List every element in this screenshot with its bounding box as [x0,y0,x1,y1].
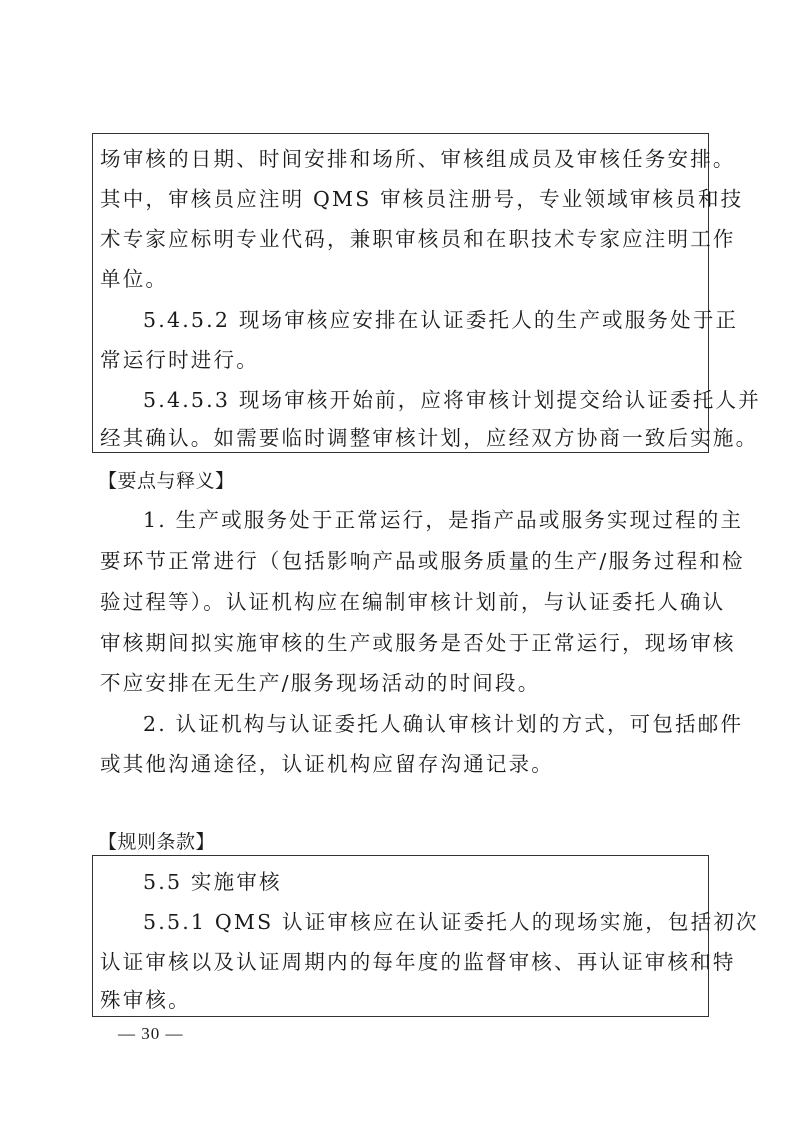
clause-text-line: 经其确认。如需要临时调整审核计划，应经双方协商一致后实施。 [100,426,759,450]
clause-text-line: 场审核的日期、时间安排和场所、审核组成员及审核任务安排。 [100,147,736,171]
clause-5-5-title: 5.5 实施审核 [143,870,282,894]
clause-text-line: 常运行时进行。 [100,348,259,372]
explanation-text-line: 审核期间拟实施审核的生产或服务是否处于正常运行，现场审核 [100,631,736,655]
explanation-point-1: 1. 生产或服务处于正常运行，是指产品或服务实现过程的主 [143,508,744,532]
explanation-text-line: 要环节正常进行（包括影响产品或服务质量的生产/服务过程和检 [100,549,745,573]
explanation-point-2: 2. 认证机构与认证委托人确认审核计划的方式，可包括邮件 [143,712,744,736]
clause-text-line: 其中，审核员应注明 QMS 审核员注册号，专业领域审核员和技 [100,187,744,211]
section-heading-explanation: 【要点与释义】 [98,470,235,492]
clause-5-4-5-2: 5.4.5.2 现场审核应安排在认证委托人的生产或服务处于正 [143,308,739,332]
explanation-text-line: 或其他沟通途径，认证机构应留存沟通记录。 [100,752,554,776]
clause-text-line: 殊审核。 [100,988,191,1012]
clause-5-4-5-3: 5.4.5.3 现场审核开始前，应将审核计划提交给认证委托人并 [143,388,761,412]
clause-text-line: 术专家应标明专业代码，兼职审核员和在职技术专家应注明工作 [100,227,736,251]
explanation-text-line: 不应安排在无生产/服务现场活动的时间段。 [100,671,541,695]
explanation-text-line: 验过程等）。认证机构应在编制审核计划前，与认证委托人确认 [100,590,726,614]
clause-5-5-1: 5.5.1 QMS 认证审核应在认证委托人的现场实施，包括初次 [143,910,759,934]
clause-text-line: 认证审核以及认证周期内的每年度的监督审核、再认证审核和特 [100,950,736,974]
clause-text-line: 单位。 [100,267,169,291]
page-number: — 30 — [118,1024,184,1043]
section-heading-rules: 【规则条款】 [98,831,216,853]
